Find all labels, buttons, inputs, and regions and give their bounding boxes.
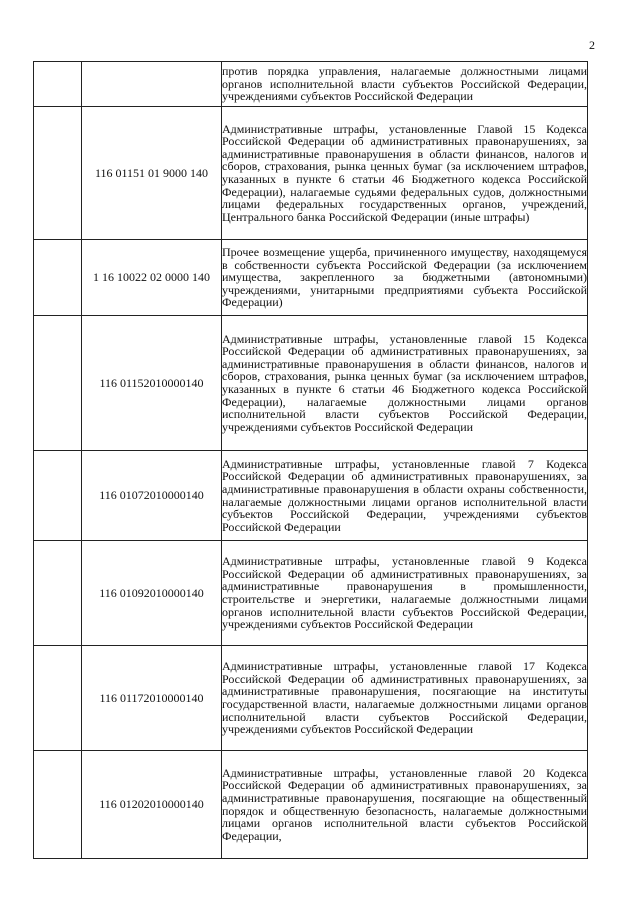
description-cell: Административные штрафы, установленные главой 7 Кодекса Российской Федерации об административных правонарушениях, за административные правонарушения в области охраны собственности, налагаемые должностными лицами органов исполнительной власти субъектов Российской Федерации, учреждениями субъектов Российской Федерации <box>222 451 588 541</box>
row-number-cell <box>34 62 82 107</box>
row-number-cell <box>34 451 82 541</box>
code-cell: 1 16 10022 02 0000 140 <box>82 240 222 316</box>
budget-codes-table <box>33 61 588 859</box>
code-cell: 116 01202010000140 <box>82 751 222 859</box>
row-number-cell <box>34 646 82 751</box>
description-cell: против порядка управления, налагаемые должностными лицами органов исполнительной власти субъектов Российской Федерации, учреждениями субъектов Российской Федерации <box>222 62 588 107</box>
table-row <box>34 751 588 859</box>
table-row <box>34 62 588 107</box>
code-cell: 116 01152010000140 <box>82 316 222 451</box>
table-row <box>34 316 588 451</box>
description-cell: Прочее возмещение ущерба, причиненного имуществу, находящемуся в собственности субъекта Российской Федерации (за исключением имущества, закрепленного за бюджетными (автономными) учреждениями, унитарными предприятиями субъекта Российской Федерации) <box>222 240 588 316</box>
code-cell: 116 01172010000140 <box>82 646 222 751</box>
code-cell: 116 01092010000140 <box>82 541 222 646</box>
table-row <box>34 451 588 541</box>
table-row <box>34 240 588 316</box>
table-row <box>34 646 588 751</box>
row-number-cell <box>34 541 82 646</box>
code-cell <box>82 62 222 107</box>
table-row <box>34 541 588 646</box>
description-cell: Административные штрафы, установленные главой 15 Кодекса Российской Федерации об административных правонарушениях, за административные правонарушения в области финансов, налогов и сборов, страхования, рынка ценных бумаг (за исключением штрафов, указанных в пункте 6 статьи 46 Бюджетного кодекса Российской Федерации), налагаемые должностными лицами органов исполнительной власти субъектов Российской Федерации, учреждениями субъектов Российской Федерации <box>222 316 588 451</box>
description-cell: Административные штрафы, установленные главой 9 Кодекса Российской Федерации об административных правонарушениях, за административные правонарушения в промышленности, строительстве и энергетики, налагаемые должностными лицами органов исполнительной власти субъектов Российской Федерации, учреждениями субъектов Российской Федерации <box>222 541 588 646</box>
code-cell: 116 01072010000140 <box>82 451 222 541</box>
description-cell: Административные штрафы, установленные главой 17 Кодекса Российской Федерации об административных правонарушениях, за административные правонарушения, посягающие на институты государственной власти, налагаемые должностными лицами органов исполнительной власти субъектов Российской Федерации, учреждениями субъектов Российской Федерации <box>222 646 588 751</box>
description-cell: Административные штрафы, установленные главой 20 Кодекса Российской Федерации об административных правонарушениях, за административные правонарушения, посягающие на общественный порядок и общественную безопасность, налагаемые должностными лицами органов исполнительной власти субъектов Российской Федерации, <box>222 751 588 859</box>
row-number-cell <box>34 316 82 451</box>
code-cell: 116 01151 01 9000 140 <box>82 107 222 240</box>
row-number-cell <box>34 240 82 316</box>
table-row <box>34 107 588 240</box>
page-number: 2 <box>589 38 595 52</box>
description-cell: Административные штрафы, установленные Главой 15 Кодекса Российской Федерации об административных правонарушениях, за административные правонарушения в области финансов, налогов и сборов, страхования, рынка ценных бумаг (за исключением штрафов, указанных в пункте 6 статьи 46 Бюджетного кодекса Российской Федерации), налагаемые судьями федеральных судов, должностными лицами федеральных государственных органов, учреждений, Центрального банка Российской Федерации (иные штрафы) <box>222 107 588 240</box>
row-number-cell <box>34 751 82 859</box>
row-number-cell <box>34 107 82 240</box>
